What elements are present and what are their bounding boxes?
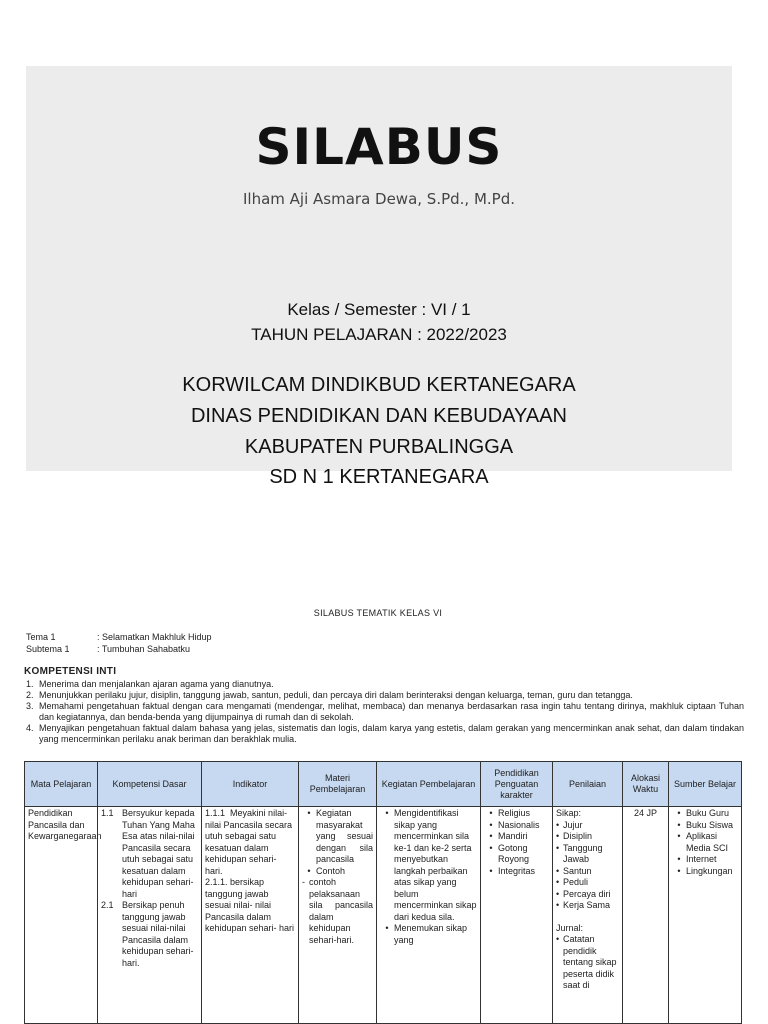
ki-number: 1. [26,679,34,689]
penilaian-text: Santun [563,865,592,876]
kegiatan-item [380,808,477,923]
sumber-text: Lingkungan [686,865,733,876]
cell-sumber-belajar [669,807,742,1024]
kd-text: Bersikap penuh tanggung jawab sesuai nilai-nilai Pancasila dalam kehidupan sehari-hari. [122,900,194,968]
header-kompetensi-dasar: Kompetensi Dasar [98,762,202,807]
penilaian-jurnal-label: Jurnal: [556,922,584,933]
indikator-item [205,877,295,935]
subject-name: Pendidikan Pancasila dan Kewarganegaraan [28,808,102,841]
spacer [556,912,619,923]
bullet-icon: • [677,831,681,841]
penilaian-text: Percaya diri [563,888,611,899]
header-indikator: Indikator [202,762,299,807]
penilaian-item [556,843,619,866]
penilaian-item [556,820,619,832]
bullet-icon: • [677,819,681,830]
cover-title: SILABUS [255,118,503,176]
ki-text: Memahami pengetahuan faktual dengan cara mengamati (mendengar, melihat, membaca) dan menanya berdasarkan rasa ingin tahu tentang dirinya, makhluk ciptaan Tuhan dan kegiatannya, dan benda-benda yang dijumpainya di rumah dan di sekolah. [39,701,744,722]
bullet-icon: • [385,808,389,818]
bullet-icon: • [489,865,493,876]
materi-item [302,808,373,866]
header-materi-pembelajaran: Materi Pembelajaran [299,762,377,807]
kd-item [101,808,198,900]
dash-icon: - [302,877,305,887]
bullet-icon: • [489,842,493,853]
sumber-text: Internet [686,854,717,864]
ki-text: Menunjukkan perilaku jujur, disiplin, tanggung jawab, santun, peduli, dan percaya diri dalam berinteraksi dengan keluarga, teman, guru dan tetangga. [39,690,633,700]
cover-page [26,66,732,488]
ki-item [26,690,744,701]
cell-kegiatan [377,807,481,1024]
dot-icon: • [556,819,560,830]
indikator-text: Meyakini nilai- nilai Pancasila secara utuh sebagai satu kesatuan dalam kehidupan sehari- hari. [205,808,293,876]
dot-icon: • [556,888,560,899]
dot-icon: • [556,877,560,887]
cell-materi [299,807,377,1024]
cell-indikator [202,807,299,1024]
cover-institution-line-1: KORWILCAM DINDIKBUD KERTANEGARA [182,374,576,396]
karakter-item [484,820,549,832]
penilaian-text: Kerja Sama [563,900,611,910]
kegiatan-text: Menemukan sikap yang [394,923,468,945]
bullet-icon: • [489,819,493,830]
indikator-number: 2.1.1. [205,877,228,887]
dot-icon: • [556,865,560,876]
table-header-row [25,762,742,807]
ki-item [26,679,744,690]
header-pendidikan-karakter: Pendidikan Penguatan karakter [481,762,553,807]
penilaian-item [556,866,619,878]
header-penilaian: Penilaian [553,762,623,807]
karakter-text: Nasionalis [498,819,540,830]
kompetensi-inti-list [26,679,744,745]
penilaian-item [556,889,619,901]
sumber-text: Buku Guru [686,808,730,818]
ki-text: Menerima dan menjalankan ajaran agama yang dianutnya. [39,679,274,689]
kegiatan-text: Mengidentifikasi sikap yang mencerminkan sila ke-1 dan ke-2 serta menyebutkan langkah perbaikan atas sikap yang belum mencerminkan sikap dari kedua sila. [394,808,477,922]
tema-value: : Selamatkan Makhluk Hidup [97,632,212,642]
ki-item [26,723,744,745]
karakter-text: Religius [498,808,531,818]
penilaian-text: Peduli [563,877,589,887]
ki-number: 4. [26,723,34,733]
materi-subitem [302,877,373,946]
cover-academic-year: TAHUN PELAJARAN : 2022/2023 [251,325,507,344]
kd-number: 2.1 [101,900,114,910]
bullet-icon: • [677,865,681,876]
ki-item [26,701,744,723]
materi-item [302,866,373,878]
kompetensi-inti-title: KOMPETENSI INTI [24,666,117,677]
header-kegiatan-pembelajaran: Kegiatan Pembelajaran [377,762,481,807]
bullet-icon: • [677,854,681,864]
penilaian-text: Tanggung Jawab [563,842,603,864]
silabus-table [24,761,742,1024]
cover-institution-line-3: KABUPATEN PURBALINGGA [244,436,514,458]
cell-alokasi-waktu [623,807,669,1024]
penilaian-sikap-label: Sikap: [556,808,582,818]
sumber-item [672,831,738,854]
dot-icon: • [556,900,560,910]
cell-karakter [481,807,553,1024]
penilaian-text: Jujur [563,819,583,830]
indikator-item [205,808,295,877]
bullet-icon: • [489,808,493,818]
tema-row [26,632,212,642]
bullet-icon: • [385,923,389,933]
kegiatan-item [380,923,477,946]
cover-school-name: SD N 1 KERTANEGARA [269,466,489,488]
header-alokasi-waktu: Alokasi Waktu [623,762,669,807]
subtema-row [26,644,190,654]
table-row [25,807,742,1024]
karakter-text: Mandiri [498,831,528,841]
penilaian-item [556,934,619,992]
document-heading: SILABUS TEMATIK KELAS VI [313,608,443,618]
cover-author: Ilham Aji Asmara Dewa, S.Pd., M.Pd. [242,190,516,208]
bullet-icon: • [307,865,311,876]
ki-number: 2. [26,690,34,700]
sumber-item [672,854,738,866]
dot-icon: • [556,831,560,841]
cover-institution-line-2: DINAS PENDIDIKAN DAN KEBUDAYAAN [190,405,567,427]
sumber-item [672,820,738,832]
sumber-item [672,866,738,878]
bullet-icon: • [307,808,311,818]
subtema-label: Subtema 1 [26,644,70,654]
materi-text: Contoh [316,865,346,876]
sumber-item [672,808,738,820]
cell-penilaian [553,807,623,1024]
alokasi-waktu-value: 24 JP [633,808,657,818]
karakter-text: Integritas [498,865,536,876]
penilaian-item [556,900,619,912]
sumber-text: Aplikasi Media SCI [686,831,729,853]
penilaian-item [556,831,619,843]
kd-text: Bersyukur kepada Tuhan Yang Maha Esa atas nilai-nilai Pancasila secara utuh sebagai satu kesatuan dalam kehidupan sehari-hari [122,808,195,899]
materi-text: Kegiatan masyarakat yang sesuai dengan sila pancasila [316,808,373,864]
indikator-number: 1.1.1 [205,808,226,818]
indikator-text: bersikap tanggung jawab sesuai nilai- nilai Pancasila dalam kehidupan sehari- hari [205,877,295,933]
karakter-item [484,808,549,820]
cell-mata-pelajaran [25,807,102,1024]
ki-text: Menyajikan pengetahuan faktual dalam bahasa yang jelas, sistematis dan logis, dalam karya yang estetis, dalam gerakan yang mencerminkan anak sehat, dan dalam tindakan yang mencerminkan perilaku anak beriman dan berakhlak mulia. [39,723,744,744]
header-mata-pelajaran: Mata Pelajaran [25,762,98,807]
bullet-icon: • [677,808,681,818]
penilaian-item [556,877,619,889]
subtema-value: : Tumbuhan Sahabatku [97,644,191,654]
kd-number: 1.1 [101,808,114,818]
sumber-text: Buku Siswa [686,819,734,830]
karakter-text: Gotong Royong [498,842,530,864]
tema-label: Tema 1 [26,632,56,642]
karakter-item [484,843,549,866]
ki-number: 3. [26,701,34,711]
header-sumber-belajar: Sumber Belajar [669,762,742,807]
karakter-item [484,831,549,843]
bullet-icon: • [489,831,493,841]
kd-item [101,900,198,969]
cell-kompetensi-dasar [98,807,202,1024]
dot-icon: • [556,934,560,944]
penilaian-text: Catatan pendidik tentang sikap peserta didik saat di [563,934,617,990]
materi-subtext: contoh pelaksanaan sila pancasila dalam kehidupan sehari-hari. [309,877,373,945]
cover-class-semester: Kelas / Semester : VI / 1 [287,300,471,319]
penilaian-text: Disiplin [563,831,593,841]
karakter-item [484,866,549,878]
dot-icon: • [556,842,560,853]
